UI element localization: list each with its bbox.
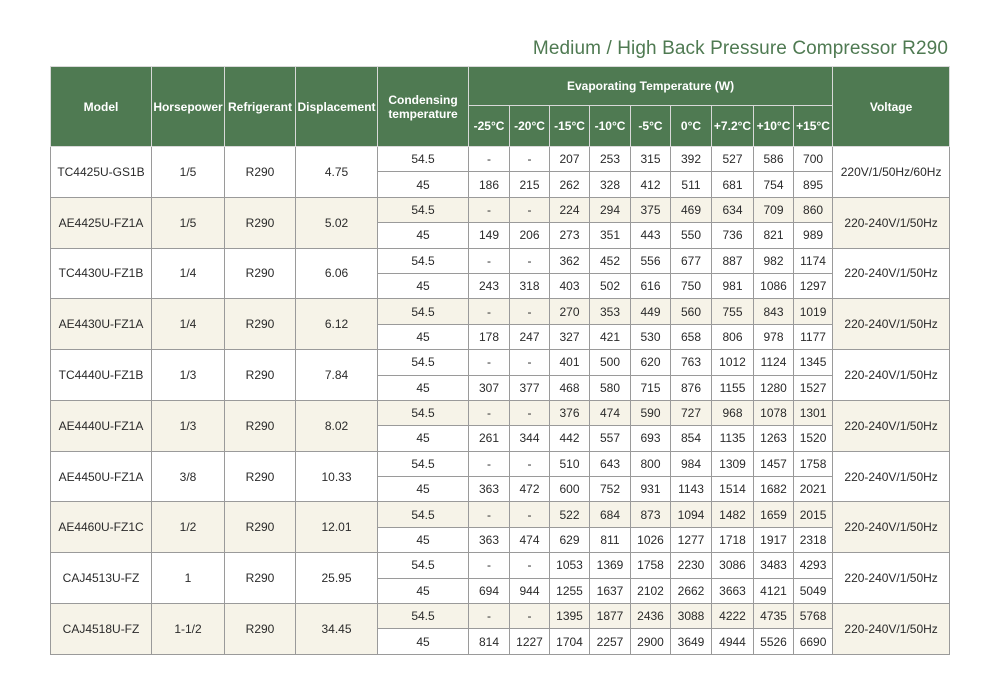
model-cell: CAJ4513U-FZ xyxy=(51,553,152,604)
capacity-cell: 327 xyxy=(550,324,590,349)
capacity-cell: 887 xyxy=(712,248,754,273)
header-temp: -20°C xyxy=(510,106,550,147)
table-body xyxy=(51,147,950,655)
capacity-cell: 315 xyxy=(631,147,671,172)
capacity-cell: - xyxy=(469,147,510,172)
capacity-cell: 800 xyxy=(631,451,671,476)
capacity-cell: 1124 xyxy=(754,350,794,375)
capacity-cell: 643 xyxy=(590,451,631,476)
capacity-cell: 149 xyxy=(469,223,510,248)
horsepower-cell: 3/8 xyxy=(152,451,225,502)
header-temp: +7.2°C xyxy=(712,106,754,147)
model-cell: AE4425U-FZ1A xyxy=(51,197,152,248)
horsepower-cell: 1 xyxy=(152,553,225,604)
capacity-cell: 2662 xyxy=(671,578,712,603)
capacity-cell: 500 xyxy=(590,350,631,375)
condensing-cell: 45 xyxy=(378,273,469,298)
capacity-cell: 1345 xyxy=(794,350,833,375)
capacity-cell: - xyxy=(469,502,510,527)
displacement-cell: 4.75 xyxy=(296,147,378,198)
capacity-cell: 1227 xyxy=(510,629,550,654)
horsepower-cell: 1/2 xyxy=(152,502,225,553)
capacity-cell: 2900 xyxy=(631,629,671,654)
capacity-cell: 4293 xyxy=(794,553,833,578)
refrigerant-cell: R290 xyxy=(225,451,296,502)
displacement-cell: 10.33 xyxy=(296,451,378,502)
header-temp: -25°C xyxy=(469,106,510,147)
header-horsepower: Horsepower xyxy=(152,67,225,147)
capacity-cell: 1637 xyxy=(590,578,631,603)
capacity-cell: 443 xyxy=(631,223,671,248)
capacity-cell: 224 xyxy=(550,197,590,222)
capacity-cell: - xyxy=(469,604,510,629)
capacity-cell: 449 xyxy=(631,299,671,324)
capacity-cell: 1019 xyxy=(794,299,833,324)
capacity-cell: 981 xyxy=(712,273,754,298)
capacity-cell: 1877 xyxy=(590,604,631,629)
condensing-cell: 45 xyxy=(378,172,469,197)
condensing-cell: 54.5 xyxy=(378,147,469,172)
capacity-cell: 560 xyxy=(671,299,712,324)
capacity-cell: 580 xyxy=(590,375,631,400)
displacement-cell: 12.01 xyxy=(296,502,378,553)
capacity-cell: 1520 xyxy=(794,426,833,451)
horsepower-cell: 1/3 xyxy=(152,400,225,451)
capacity-cell: 2436 xyxy=(631,604,671,629)
capacity-cell: 736 xyxy=(712,223,754,248)
capacity-cell: 989 xyxy=(794,223,833,248)
capacity-cell: 727 xyxy=(671,400,712,425)
capacity-cell: 328 xyxy=(590,172,631,197)
capacity-cell: 586 xyxy=(754,147,794,172)
capacity-cell: 1309 xyxy=(712,451,754,476)
capacity-cell: 1682 xyxy=(754,477,794,502)
capacity-cell: 1277 xyxy=(671,527,712,552)
capacity-cell: 1369 xyxy=(590,553,631,578)
capacity-cell: 684 xyxy=(590,502,631,527)
capacity-cell: 1917 xyxy=(754,527,794,552)
capacity-cell: 873 xyxy=(631,502,671,527)
capacity-cell: 502 xyxy=(590,273,631,298)
capacity-cell: 1143 xyxy=(671,477,712,502)
capacity-cell: 556 xyxy=(631,248,671,273)
capacity-cell: - xyxy=(469,248,510,273)
capacity-cell: 1514 xyxy=(712,477,754,502)
capacity-cell: 318 xyxy=(510,273,550,298)
capacity-cell: 375 xyxy=(631,197,671,222)
capacity-cell: 600 xyxy=(550,477,590,502)
refrigerant-cell: R290 xyxy=(225,400,296,451)
refrigerant-cell: R290 xyxy=(225,197,296,248)
capacity-cell: 811 xyxy=(590,527,631,552)
capacity-cell: 530 xyxy=(631,324,671,349)
header-model: Model xyxy=(51,67,152,147)
capacity-cell: 468 xyxy=(550,375,590,400)
table-row xyxy=(51,451,950,476)
voltage-cell: 220-240V/1/50Hz xyxy=(833,451,950,502)
capacity-cell: 681 xyxy=(712,172,754,197)
model-cell: AE4460U-FZ1C xyxy=(51,502,152,553)
capacity-cell: 754 xyxy=(754,172,794,197)
capacity-cell: 590 xyxy=(631,400,671,425)
capacity-cell: 510 xyxy=(550,451,590,476)
model-cell: TC4440U-FZ1B xyxy=(51,350,152,401)
capacity-cell: 763 xyxy=(671,350,712,375)
header-temp: -5°C xyxy=(631,106,671,147)
capacity-cell: 1301 xyxy=(794,400,833,425)
capacity-cell: 527 xyxy=(712,147,754,172)
capacity-cell: 3483 xyxy=(754,553,794,578)
horsepower-cell: 1/5 xyxy=(152,147,225,198)
voltage-cell: 220-240V/1/50Hz xyxy=(833,604,950,655)
capacity-cell: 3649 xyxy=(671,629,712,654)
capacity-cell: - xyxy=(510,248,550,273)
capacity-cell: 1659 xyxy=(754,502,794,527)
capacity-cell: 984 xyxy=(671,451,712,476)
capacity-cell: 1086 xyxy=(754,273,794,298)
capacity-cell: 363 xyxy=(469,527,510,552)
capacity-cell: 1053 xyxy=(550,553,590,578)
capacity-cell: - xyxy=(469,350,510,375)
capacity-cell: 4121 xyxy=(754,578,794,603)
capacity-cell: 1758 xyxy=(631,553,671,578)
capacity-cell: 5526 xyxy=(754,629,794,654)
condensing-cell: 54.5 xyxy=(378,400,469,425)
capacity-cell: 2021 xyxy=(794,477,833,502)
capacity-cell: 2230 xyxy=(671,553,712,578)
condensing-cell: 54.5 xyxy=(378,553,469,578)
voltage-cell: 220-240V/1/50Hz xyxy=(833,299,950,350)
capacity-cell: 273 xyxy=(550,223,590,248)
condensing-cell: 54.5 xyxy=(378,604,469,629)
table-row xyxy=(51,604,950,629)
capacity-cell: 843 xyxy=(754,299,794,324)
header-temp: -15°C xyxy=(550,106,590,147)
voltage-cell: 220-240V/1/50Hz xyxy=(833,350,950,401)
capacity-cell: 1527 xyxy=(794,375,833,400)
voltage-cell: 220-240V/1/50Hz xyxy=(833,400,950,451)
table-row xyxy=(51,197,950,222)
capacity-cell: - xyxy=(510,147,550,172)
capacity-cell: 677 xyxy=(671,248,712,273)
capacity-cell: 750 xyxy=(671,273,712,298)
table-row xyxy=(51,147,950,172)
condensing-cell: 45 xyxy=(378,223,469,248)
capacity-cell: 629 xyxy=(550,527,590,552)
capacity-cell: 982 xyxy=(754,248,794,273)
capacity-cell: - xyxy=(510,553,550,578)
capacity-cell: 806 xyxy=(712,324,754,349)
capacity-cell: 5768 xyxy=(794,604,833,629)
capacity-cell: 511 xyxy=(671,172,712,197)
capacity-cell: 186 xyxy=(469,172,510,197)
horsepower-cell: 1/4 xyxy=(152,248,225,299)
capacity-cell: - xyxy=(469,553,510,578)
refrigerant-cell: R290 xyxy=(225,350,296,401)
capacity-cell: 1135 xyxy=(712,426,754,451)
header-displacement: Displacement xyxy=(296,67,378,147)
capacity-cell: 931 xyxy=(631,477,671,502)
displacement-cell: 34.45 xyxy=(296,604,378,655)
capacity-cell: 472 xyxy=(510,477,550,502)
capacity-cell: 5049 xyxy=(794,578,833,603)
capacity-cell: - xyxy=(510,197,550,222)
capacity-cell: 616 xyxy=(631,273,671,298)
capacity-cell: 700 xyxy=(794,147,833,172)
header-temp: 0°C xyxy=(671,106,712,147)
header-voltage: Voltage xyxy=(833,67,950,147)
capacity-cell: 412 xyxy=(631,172,671,197)
displacement-cell: 5.02 xyxy=(296,197,378,248)
capacity-cell: 215 xyxy=(510,172,550,197)
horsepower-cell: 1/3 xyxy=(152,350,225,401)
capacity-cell: - xyxy=(510,299,550,324)
capacity-cell: 752 xyxy=(590,477,631,502)
displacement-cell: 8.02 xyxy=(296,400,378,451)
capacity-cell: 253 xyxy=(590,147,631,172)
capacity-cell: 207 xyxy=(550,147,590,172)
capacity-cell: 895 xyxy=(794,172,833,197)
voltage-cell: 220-240V/1/50Hz xyxy=(833,502,950,553)
capacity-cell: 4944 xyxy=(712,629,754,654)
capacity-cell: 442 xyxy=(550,426,590,451)
model-cell: CAJ4518U-FZ xyxy=(51,604,152,655)
capacity-cell: 557 xyxy=(590,426,631,451)
voltage-cell: 220V/1/50Hz/60Hz xyxy=(833,147,950,198)
capacity-cell: 2102 xyxy=(631,578,671,603)
capacity-cell: 351 xyxy=(590,223,631,248)
model-cell: AE4440U-FZ1A xyxy=(51,400,152,451)
capacity-cell: 4735 xyxy=(754,604,794,629)
condensing-cell: 54.5 xyxy=(378,451,469,476)
capacity-cell: 376 xyxy=(550,400,590,425)
header-refrigerant: Refrigerant xyxy=(225,67,296,147)
capacity-cell: 1482 xyxy=(712,502,754,527)
capacity-cell: 474 xyxy=(510,527,550,552)
capacity-cell: 978 xyxy=(754,324,794,349)
refrigerant-cell: R290 xyxy=(225,502,296,553)
capacity-cell: 522 xyxy=(550,502,590,527)
capacity-cell: - xyxy=(510,350,550,375)
capacity-cell: - xyxy=(510,604,550,629)
capacity-cell: 854 xyxy=(671,426,712,451)
voltage-cell: 220-240V/1/50Hz xyxy=(833,553,950,604)
capacity-cell: 377 xyxy=(510,375,550,400)
condensing-cell: 45 xyxy=(378,375,469,400)
refrigerant-cell: R290 xyxy=(225,553,296,604)
table-row xyxy=(51,553,950,578)
capacity-cell: 1155 xyxy=(712,375,754,400)
model-cell: AE4450U-FZ1A xyxy=(51,451,152,502)
capacity-cell: 709 xyxy=(754,197,794,222)
horsepower-cell: 1-1/2 xyxy=(152,604,225,655)
condensing-cell: 54.5 xyxy=(378,197,469,222)
refrigerant-cell: R290 xyxy=(225,299,296,350)
displacement-cell: 6.06 xyxy=(296,248,378,299)
capacity-cell: 469 xyxy=(671,197,712,222)
condensing-cell: 45 xyxy=(378,629,469,654)
horsepower-cell: 1/5 xyxy=(152,197,225,248)
capacity-cell: 6690 xyxy=(794,629,833,654)
capacity-cell: 474 xyxy=(590,400,631,425)
voltage-cell: 220-240V/1/50Hz xyxy=(833,248,950,299)
condensing-cell: 45 xyxy=(378,578,469,603)
model-cell: TC4425U-GS1B xyxy=(51,147,152,198)
condensing-cell: 45 xyxy=(378,426,469,451)
model-cell: TC4430U-FZ1B xyxy=(51,248,152,299)
capacity-cell: 1718 xyxy=(712,527,754,552)
table-row xyxy=(51,502,950,527)
capacity-cell: 4222 xyxy=(712,604,754,629)
capacity-cell: 1280 xyxy=(754,375,794,400)
capacity-cell: 2257 xyxy=(590,629,631,654)
capacity-cell: 262 xyxy=(550,172,590,197)
condensing-cell: 54.5 xyxy=(378,502,469,527)
capacity-cell: 2318 xyxy=(794,527,833,552)
capacity-cell: 876 xyxy=(671,375,712,400)
capacity-cell: 814 xyxy=(469,629,510,654)
displacement-cell: 7.84 xyxy=(296,350,378,401)
capacity-cell: - xyxy=(469,197,510,222)
capacity-cell: 3663 xyxy=(712,578,754,603)
capacity-cell: 1012 xyxy=(712,350,754,375)
capacity-cell: 206 xyxy=(510,223,550,248)
condensing-cell: 45 xyxy=(378,527,469,552)
capacity-cell: 3086 xyxy=(712,553,754,578)
capacity-cell: 1094 xyxy=(671,502,712,527)
header-condensing: Condensing temperature xyxy=(378,67,469,147)
capacity-cell: 821 xyxy=(754,223,794,248)
model-cell: AE4430U-FZ1A xyxy=(51,299,152,350)
capacity-cell: 944 xyxy=(510,578,550,603)
header-evaporating: Evaporating Temperature (W) xyxy=(469,67,833,106)
capacity-cell: 550 xyxy=(671,223,712,248)
capacity-cell: 243 xyxy=(469,273,510,298)
capacity-cell: - xyxy=(510,502,550,527)
capacity-cell: 1174 xyxy=(794,248,833,273)
capacity-cell: - xyxy=(469,299,510,324)
capacity-cell: 270 xyxy=(550,299,590,324)
header-temp: +15°C xyxy=(794,106,833,147)
refrigerant-cell: R290 xyxy=(225,147,296,198)
condensing-cell: 54.5 xyxy=(378,248,469,273)
voltage-cell: 220-240V/1/50Hz xyxy=(833,197,950,248)
capacity-cell: - xyxy=(510,451,550,476)
capacity-cell: 392 xyxy=(671,147,712,172)
condensing-cell: 54.5 xyxy=(378,350,469,375)
condensing-cell: 45 xyxy=(378,324,469,349)
table-row xyxy=(51,248,950,273)
capacity-cell: 694 xyxy=(469,578,510,603)
refrigerant-cell: R290 xyxy=(225,248,296,299)
condensing-cell: 45 xyxy=(378,477,469,502)
table-row xyxy=(51,400,950,425)
capacity-cell: 620 xyxy=(631,350,671,375)
displacement-cell: 6.12 xyxy=(296,299,378,350)
capacity-cell: 1758 xyxy=(794,451,833,476)
capacity-cell: 755 xyxy=(712,299,754,324)
compressor-table xyxy=(50,66,950,655)
capacity-cell: 401 xyxy=(550,350,590,375)
capacity-cell: 353 xyxy=(590,299,631,324)
capacity-cell: 3088 xyxy=(671,604,712,629)
capacity-cell: 1704 xyxy=(550,629,590,654)
capacity-cell: 715 xyxy=(631,375,671,400)
capacity-cell: - xyxy=(469,451,510,476)
capacity-cell: 261 xyxy=(469,426,510,451)
capacity-cell: 403 xyxy=(550,273,590,298)
capacity-cell: 421 xyxy=(590,324,631,349)
capacity-cell: 452 xyxy=(590,248,631,273)
capacity-cell: - xyxy=(510,400,550,425)
capacity-cell: 362 xyxy=(550,248,590,273)
capacity-cell: 1026 xyxy=(631,527,671,552)
table-row xyxy=(51,299,950,324)
capacity-cell: 2015 xyxy=(794,502,833,527)
capacity-cell: 1297 xyxy=(794,273,833,298)
capacity-cell: 1395 xyxy=(550,604,590,629)
capacity-cell: - xyxy=(469,400,510,425)
capacity-cell: 363 xyxy=(469,477,510,502)
capacity-cell: 968 xyxy=(712,400,754,425)
displacement-cell: 25.95 xyxy=(296,553,378,604)
capacity-cell: 860 xyxy=(794,197,833,222)
capacity-cell: 1263 xyxy=(754,426,794,451)
capacity-cell: 307 xyxy=(469,375,510,400)
condensing-cell: 54.5 xyxy=(378,299,469,324)
capacity-cell: 1177 xyxy=(794,324,833,349)
capacity-cell: 1255 xyxy=(550,578,590,603)
capacity-cell: 247 xyxy=(510,324,550,349)
table-row xyxy=(51,350,950,375)
capacity-cell: 178 xyxy=(469,324,510,349)
horsepower-cell: 1/4 xyxy=(152,299,225,350)
page-title: Medium / High Back Pressure Compressor R290 xyxy=(532,38,948,59)
capacity-cell: 1457 xyxy=(754,451,794,476)
header-temp: -10°C xyxy=(590,106,631,147)
capacity-cell: 693 xyxy=(631,426,671,451)
capacity-cell: 294 xyxy=(590,197,631,222)
capacity-cell: 658 xyxy=(671,324,712,349)
capacity-cell: 344 xyxy=(510,426,550,451)
refrigerant-cell: R290 xyxy=(225,604,296,655)
capacity-cell: 1078 xyxy=(754,400,794,425)
capacity-cell: 634 xyxy=(712,197,754,222)
header-temp: +10°C xyxy=(754,106,794,147)
